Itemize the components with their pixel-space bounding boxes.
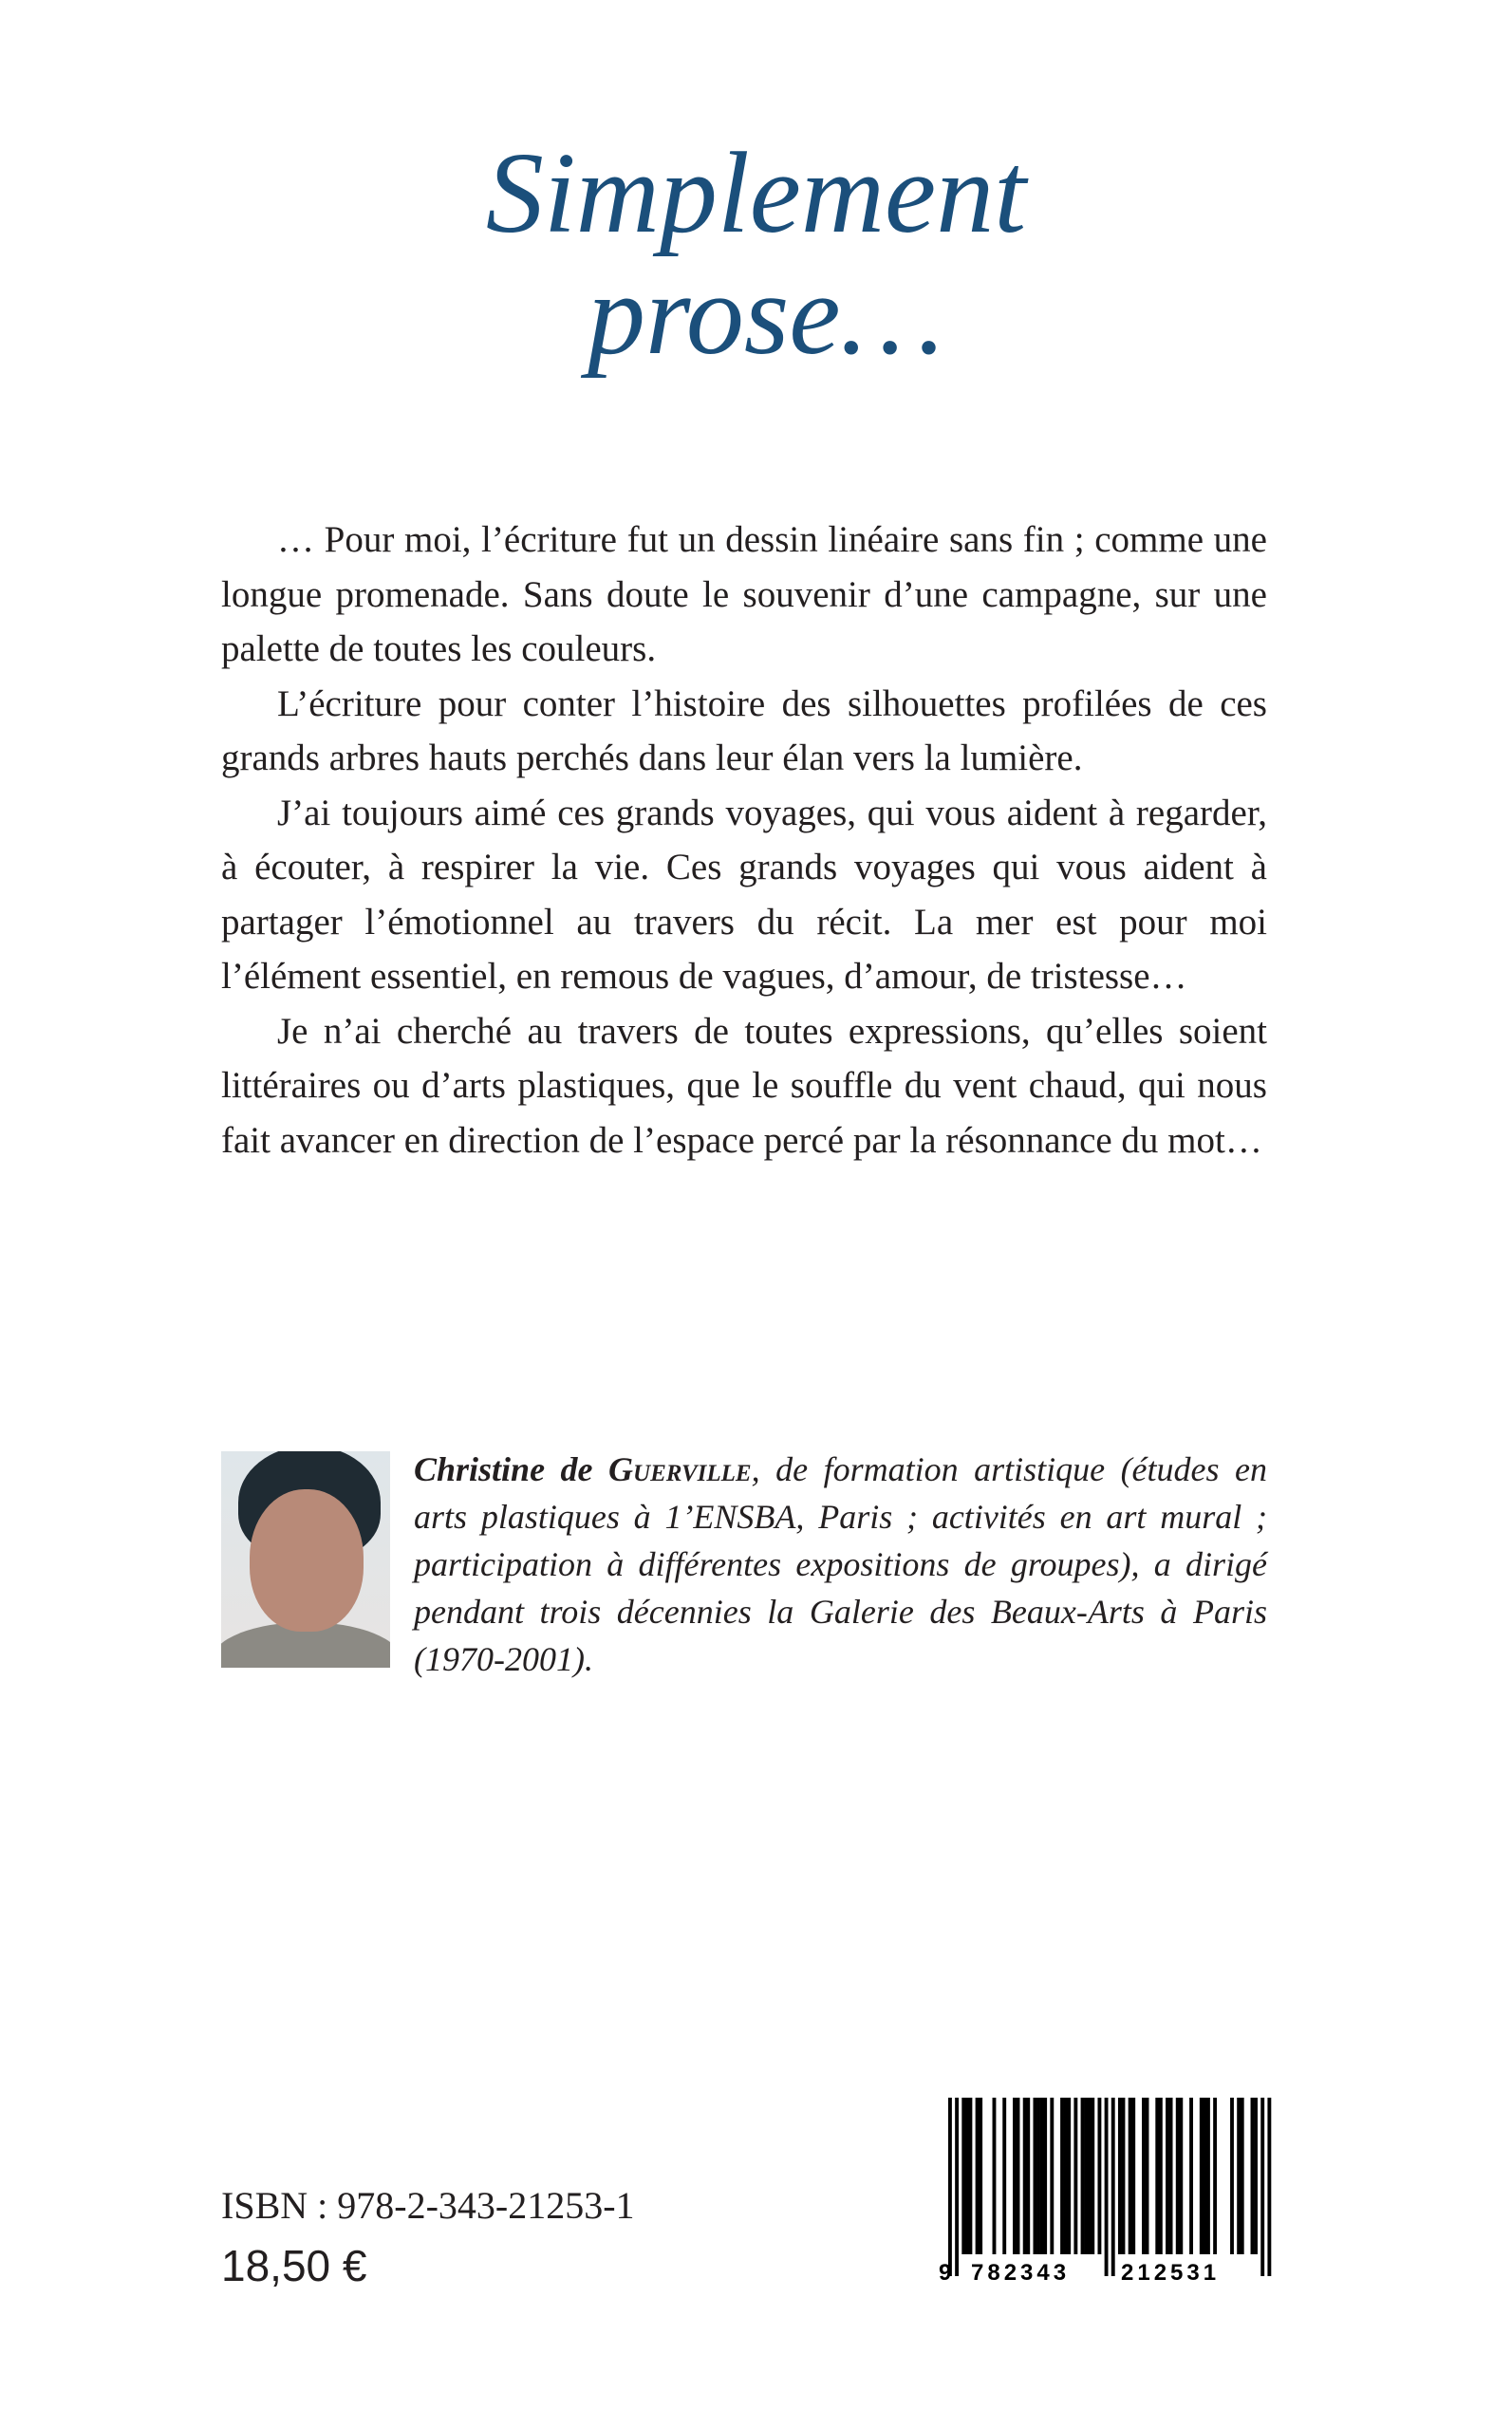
barcode-bar — [1241, 2098, 1244, 2254]
barcode-bar — [1043, 2098, 1047, 2254]
barcode-bar — [948, 2098, 952, 2276]
isbn: ISBN : 978-2-343-21253-1 — [221, 2184, 635, 2227]
barcode-bar — [1169, 2098, 1173, 2254]
blurb-paragraph: L’écriture pour conter l’histoire des silhouettes profilées de ces grands arbres hauts perchés dans leur élan vers la lumière. — [221, 682, 1267, 778]
barcode-bar — [1254, 2098, 1258, 2254]
barcode-bar — [1017, 2098, 1020, 2254]
barcode-bar — [1060, 2098, 1064, 2254]
author-bio — [414, 1446, 1267, 1683]
barcode-bar — [1260, 2098, 1264, 2276]
barcode-digits-left: 782343 — [971, 2260, 1071, 2283]
barcode-digits-right: 212531 — [1121, 2260, 1221, 2283]
back-cover-blurb — [221, 513, 1267, 1167]
barcode-bar — [976, 2098, 980, 2254]
barcode-bar — [965, 2098, 969, 2254]
barcode-bar — [1067, 2098, 1071, 2254]
barcode-bar — [968, 2098, 972, 2254]
barcode-bar — [1036, 2098, 1040, 2254]
barcode-bar — [1251, 2098, 1255, 2254]
barcode-bar — [1237, 2098, 1241, 2254]
barcode-bar — [1213, 2098, 1217, 2254]
barcode-bar — [1105, 2098, 1109, 2276]
barcode — [935, 2098, 1277, 2283]
barcode-bar — [1081, 2098, 1085, 2254]
barcode-bar — [1050, 2098, 1054, 2254]
barcode-digit-first: 9 — [939, 2260, 952, 2283]
barcode-bar — [1155, 2098, 1159, 2254]
barcode-bar — [1040, 2098, 1044, 2254]
barcode-bar — [1176, 2098, 1180, 2254]
barcode-bar — [1026, 2098, 1030, 2254]
title-line-2: prose… — [587, 251, 944, 379]
barcode-bar — [1159, 2098, 1163, 2254]
barcode-bar — [1002, 2098, 1006, 2254]
author-first-name: Christine de — [414, 1450, 609, 1488]
barcode-bar — [1131, 2098, 1135, 2254]
title-line-1: Simplement — [485, 129, 1027, 257]
barcode-bar — [1129, 2098, 1132, 2254]
author-last-name: Guerville — [608, 1450, 752, 1488]
barcode-bar — [1146, 2098, 1149, 2254]
barcode-bar — [1200, 2098, 1204, 2254]
blurb-paragraph: Je n’ai cherché au travers de toutes expressions, qu’elles soient littéraires ou d’arts plastiques, que le souffle du vent chaud, qui nous fait avancer en direction de l’espace percé par la résonnance du mot… — [221, 1010, 1267, 1161]
barcode-bar — [1118, 2098, 1122, 2254]
barcode-bar — [1122, 2098, 1126, 2254]
barcode-bar — [1203, 2098, 1206, 2254]
barcode-bar — [1267, 2098, 1271, 2276]
barcode-bar — [1033, 2098, 1036, 2254]
barcode-bar — [1088, 2098, 1092, 2254]
barcode-bar — [1084, 2098, 1088, 2254]
barcode-bar — [1097, 2098, 1101, 2254]
barcode-bar — [1230, 2098, 1234, 2254]
book-title — [0, 129, 1512, 379]
barcode-bar — [955, 2098, 959, 2276]
barcode-bar — [1023, 2098, 1027, 2254]
blurb-paragraph: J’ai toujours aimé ces grands voyages, qui vous aident à regarder, à écouter, à respirer la vie. Ces grands voyages qui vous aident à partager l’émotionnel au travers du récit. La mer est pour moi l’élément essentiel, en remous de vagues, d’amour, de tristesse… — [221, 792, 1267, 997]
barcode-bar — [1111, 2098, 1115, 2276]
barcode-bar — [979, 2098, 982, 2254]
author-photo — [221, 1451, 390, 1668]
barcode-bar — [1142, 2098, 1146, 2254]
barcode-bar — [1013, 2098, 1017, 2254]
barcode-bar — [1091, 2098, 1094, 2254]
blurb-paragraph: … Pour moi, l’écriture fut un dessin linéaire sans fin ; comme une longue promenade. Sans doute le souvenir d’une campagne, sur une palette de toutes les couleurs. — [221, 519, 1267, 669]
author-bio-text: , de formation artistique (études en arts plastiques à 1’ENSBA, Paris ; activités en art mural ; participation à différentes expositions de groupes), a dirigé pendant trois décennies la Galerie des Beaux-Arts à Paris (1970-2001). — [414, 1450, 1267, 1678]
barcode-bar — [1064, 2098, 1068, 2254]
barcode-bar — [1189, 2098, 1193, 2254]
barcode-bar — [1179, 2098, 1183, 2254]
barcode-bar — [1206, 2098, 1210, 2254]
barcode-bar — [1073, 2098, 1077, 2254]
barcode-bar — [961, 2098, 965, 2254]
barcode-bar — [1166, 2098, 1169, 2254]
price: 18,50 € — [221, 2241, 367, 2290]
barcode-bar — [993, 2098, 997, 2254]
